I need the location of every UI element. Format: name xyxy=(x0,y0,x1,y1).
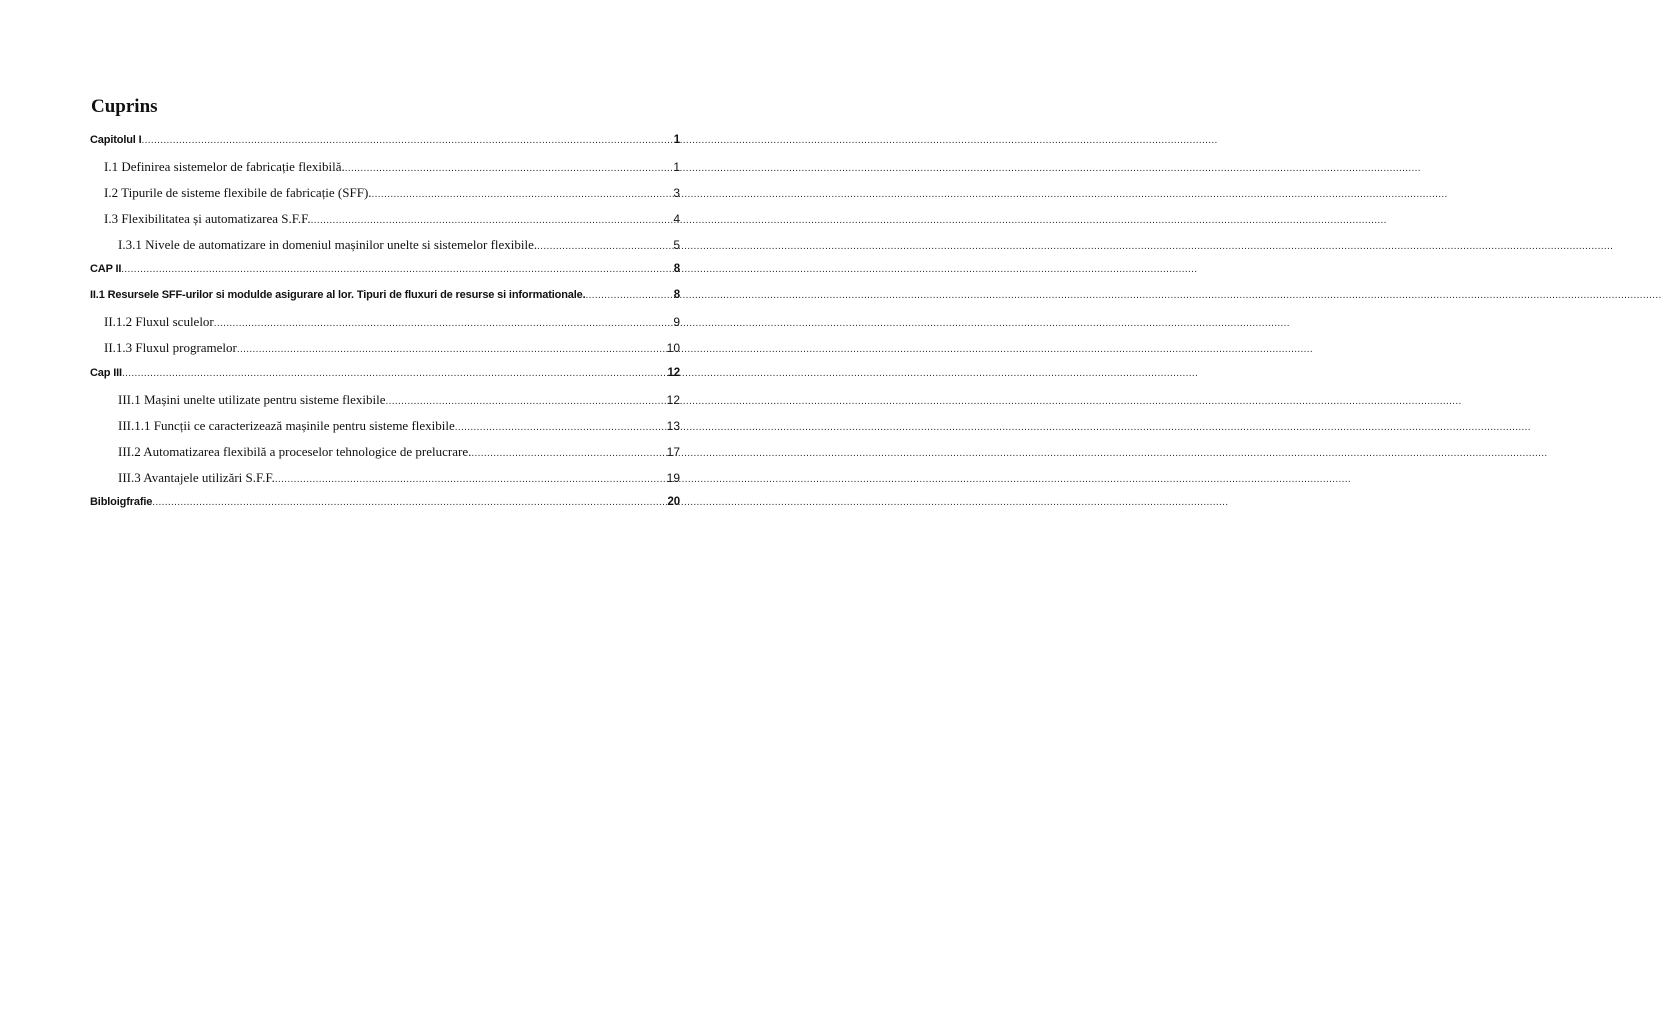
toc-entry-title: CAP II xyxy=(90,263,122,276)
toc-entry[interactable] xyxy=(90,490,680,516)
table-of-contents xyxy=(90,128,680,516)
toc-entry[interactable] xyxy=(90,361,680,387)
toc-entry-title: Cap III xyxy=(90,367,122,380)
toc-dot-leader xyxy=(586,283,672,309)
toc-entry-title: II.1 Resursele SFF-urilor si modulde asigurare al lor. Tipuri de fluxuri de resurse si informationale. xyxy=(90,289,586,302)
toc-entry[interactable] xyxy=(90,335,680,361)
toc-page-number: 9 xyxy=(673,315,680,330)
toc-entry[interactable] xyxy=(90,309,680,335)
toc-page-number: 17 xyxy=(666,444,680,459)
toc-page-number: 4 xyxy=(673,211,680,226)
toc-entry-title: III.2 Automatizarea flexibilă a proceselor tehnologice de prelucrare. xyxy=(118,443,472,459)
toc-dot-leader xyxy=(121,257,671,283)
toc-entry[interactable] xyxy=(90,180,680,206)
toc-entry[interactable] xyxy=(90,232,680,258)
toc-entry[interactable] xyxy=(90,257,680,283)
toc-entry-title: III.1 Mașini unelte utilizate pentru sisteme flexibile xyxy=(118,391,386,407)
toc-entry-title: III.3 Avantajele utilizări S.F.F. xyxy=(118,469,275,485)
page-title: Cuprins xyxy=(91,96,158,117)
toc-dot-leader xyxy=(455,413,665,441)
toc-page-number: 5 xyxy=(673,237,680,252)
toc-dot-leader xyxy=(537,232,671,260)
toc-entry[interactable] xyxy=(90,206,680,232)
toc-dot-leader xyxy=(275,465,665,493)
toc-page-number: 3 xyxy=(673,185,680,200)
toc-dot-leader xyxy=(372,180,672,208)
toc-entry-title: I.1 Definirea sistemelor de fabricație flexibilă. xyxy=(104,158,345,174)
toc-page-number: 1 xyxy=(673,134,680,146)
toc-entry-title: II.1.3 Fluxul programelor xyxy=(104,340,237,356)
toc-entry-title: II.1.2 Fluxul sculelor xyxy=(104,314,214,330)
toc-entry[interactable] xyxy=(90,387,680,413)
toc-entry-title: I.2 Tipurile de sisteme flexibile de fabricație (SFF). xyxy=(104,184,372,200)
toc-dot-leader xyxy=(471,439,664,467)
toc-dot-leader xyxy=(214,309,672,337)
toc-page-number: 12 xyxy=(667,367,680,380)
toc-entry[interactable] xyxy=(90,154,680,180)
toc-page-number: 8 xyxy=(673,289,680,302)
document-page xyxy=(0,0,768,1024)
toc-page-number: 8 xyxy=(673,263,680,276)
toc-dot-leader xyxy=(345,154,672,182)
toc-dot-leader xyxy=(311,206,672,234)
toc-dot-leader xyxy=(237,335,665,363)
toc-page-number: 1 xyxy=(673,159,680,174)
toc-entry-title: Bibloigfrafie xyxy=(90,496,153,509)
toc-page-number: 12 xyxy=(666,392,680,407)
toc-page-number: 10 xyxy=(666,341,680,356)
toc-page-number: 13 xyxy=(666,418,680,433)
toc-dot-leader xyxy=(152,490,665,516)
toc-entry[interactable] xyxy=(90,439,680,465)
toc-entry-title: I.3.1 Nivele de automatizare in domeniul mașinilor unelte si sistemelor flexibile. xyxy=(118,236,538,252)
toc-entry-title: III.1.1 Funcții ce caracterizează mașinile pentru sisteme flexibile xyxy=(118,417,455,433)
toc-page-number: 19 xyxy=(666,470,680,485)
toc-entry-title: Capitolul I xyxy=(90,134,142,146)
toc-entry-title: I.3 Flexibilitatea și automatizarea S.F.F. xyxy=(104,210,311,226)
toc-entry[interactable] xyxy=(90,128,680,154)
toc-dot-leader xyxy=(386,387,665,415)
toc-entry[interactable] xyxy=(90,283,680,309)
toc-page-number: 20 xyxy=(667,496,680,509)
toc-dot-leader xyxy=(142,128,672,154)
toc-entry[interactable] xyxy=(90,413,680,439)
toc-dot-leader xyxy=(122,361,666,387)
toc-entry[interactable] xyxy=(90,465,680,491)
